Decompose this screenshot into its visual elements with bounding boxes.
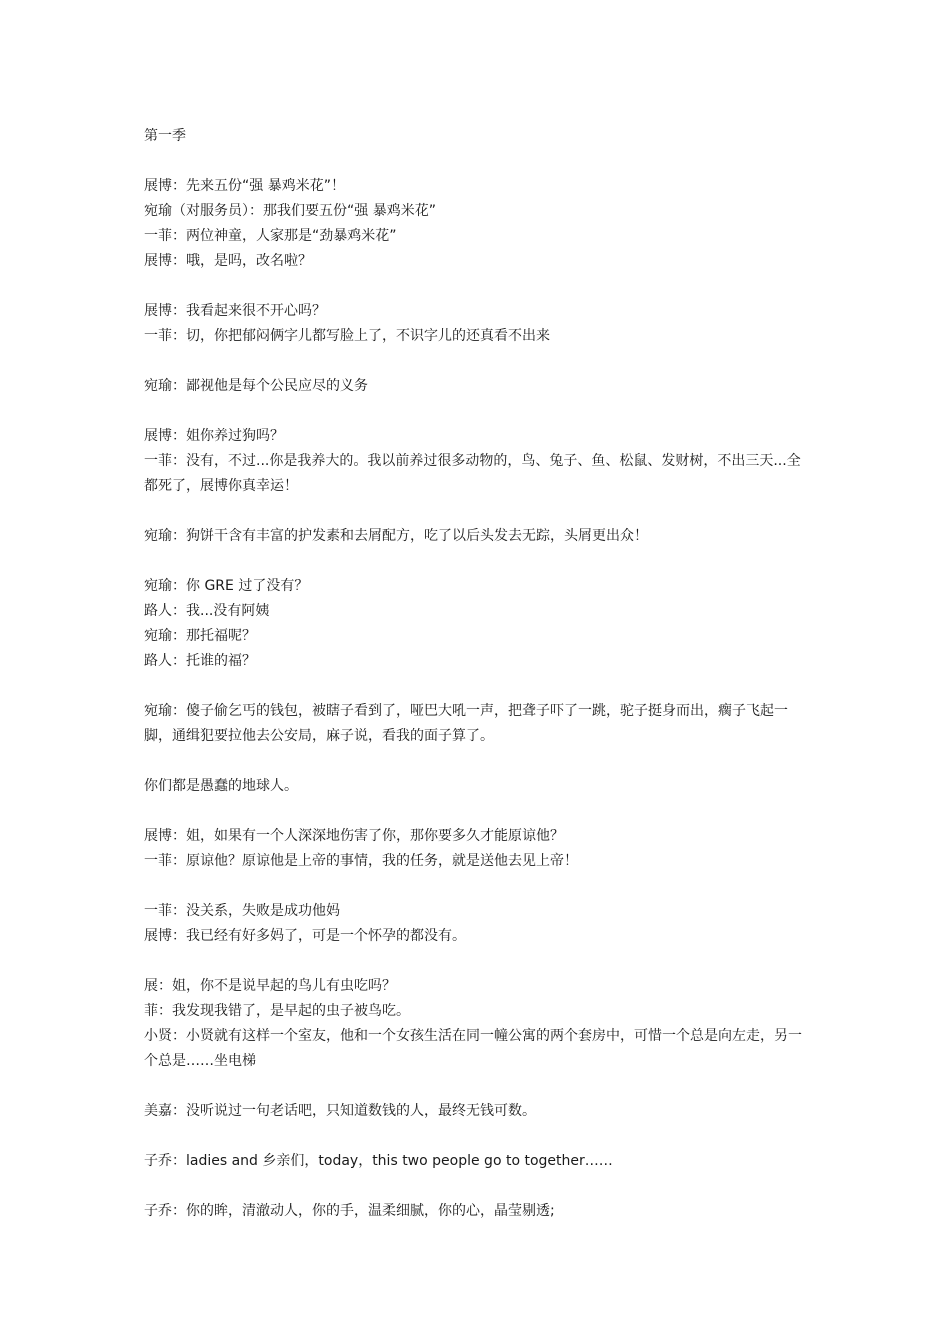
document-body [144,124,814,1249]
dialogue-block [144,1099,814,1124]
dialogue-block [144,374,814,399]
dialogue-block [144,574,814,674]
dialogue-line: 美嘉：没听说过一句老话吧，只知道数钱的人，最终无钱可数。 [144,1103,536,1119]
dialogue-line: 一菲：切，你把郁闷俩字儿都写脸上了，不识字儿的还真看不出来 [144,328,550,344]
dialogue-line: 一菲：两位神童，人家那是“劲暴鸡米花” [144,228,397,244]
dialogue-block [144,299,814,349]
dialogue-line: 你们都是愚蠢的地球人。 [144,778,298,794]
dialogue-line: 宛瑜：你 GRE 过了没有？ [144,578,309,594]
dialogue-line: 子乔：你的眸，清澈动人，你的手，温柔细腻，你的心，晶莹剔透; [144,1203,555,1219]
dialogue-line: 宛瑜：狗饼干含有丰富的护发素和去屑配方，吃了以后头发去无踪，头屑更出众！ [144,528,648,544]
dialogue-block [144,824,814,874]
dialogue-line: 展博：姐，如果有一个人深深地伤害了你，那你要多久才能原谅他？ [144,828,564,844]
dialogue-block [144,774,814,799]
dialogue-line: 展博：哦，是吗，改名啦？ [144,253,312,269]
dialogue-block [144,1149,814,1174]
dialogue-block [144,699,814,749]
dialogue-line: 宛瑜：傻子偷乞丐的钱包，被瞎子看到了，哑巴大吼一声，把聋子吓了一跳，驼子挺身而出，瘸子飞起一脚，通缉犯要拉他去公安局，麻子说，看我的面子算了。 [144,703,788,744]
dialogue-block [144,899,814,949]
dialogue-line: 宛瑜：那托福呢？ [144,628,256,644]
dialogue-line: 展博：姐你养过狗吗？ [144,428,284,444]
dialogue-line: 一菲：原谅他？原谅他是上帝的事情，我的任务，就是送他去见上帝！ [144,853,578,869]
dialogue-line: 展博：我已经有好多妈了，可是一个怀孕的都没有。 [144,928,466,944]
dialogue-block [144,424,814,499]
dialogue-block [144,524,814,549]
dialogue-line: 展博：我看起来很不开心吗？ [144,303,326,319]
dialogue-line: 菲：我发现我错了，是早起的虫子被鸟吃。 [144,1003,410,1019]
dialogue-line: 子乔：ladies and 乡亲们，today，this two people go to together…… [144,1153,613,1169]
dialogue-line: 路人：我...没有阿姨 [144,603,270,619]
dialogue-block [144,1199,814,1224]
dialogue-line: 小贤：小贤就有这样一个室友，他和一个女孩生活在同一幢公寓的两个套房中，可惜一个总是向左走，另一个总是……坐电梯 [144,1028,802,1069]
dialogue-blocks [144,174,814,1224]
dialogue-line: 路人：托谁的福？ [144,653,256,669]
dialogue-line: 展博：先来五份“强 暴鸡米花”！ [144,178,345,194]
dialogue-line: 展：姐，你不是说早起的鸟儿有虫吃吗？ [144,978,396,994]
season-heading: 第一季 [144,128,186,144]
dialogue-line: 宛瑜：鄙视他是每个公民应尽的义务 [144,378,368,394]
dialogue-line: 一菲：没关系，失败是成功他妈 [144,903,340,919]
dialogue-line: 一菲：没有，不过...你是我养大的。我以前养过很多动物的，鸟、兔子、鱼、松鼠、发财树，不出三天...全都死了，展博你真幸运！ [144,453,801,494]
dialogue-line: 宛瑜（对服务员）：那我们要五份“强 暴鸡米花” [144,203,436,219]
dialogue-block [144,974,814,1074]
dialogue-block [144,174,814,274]
